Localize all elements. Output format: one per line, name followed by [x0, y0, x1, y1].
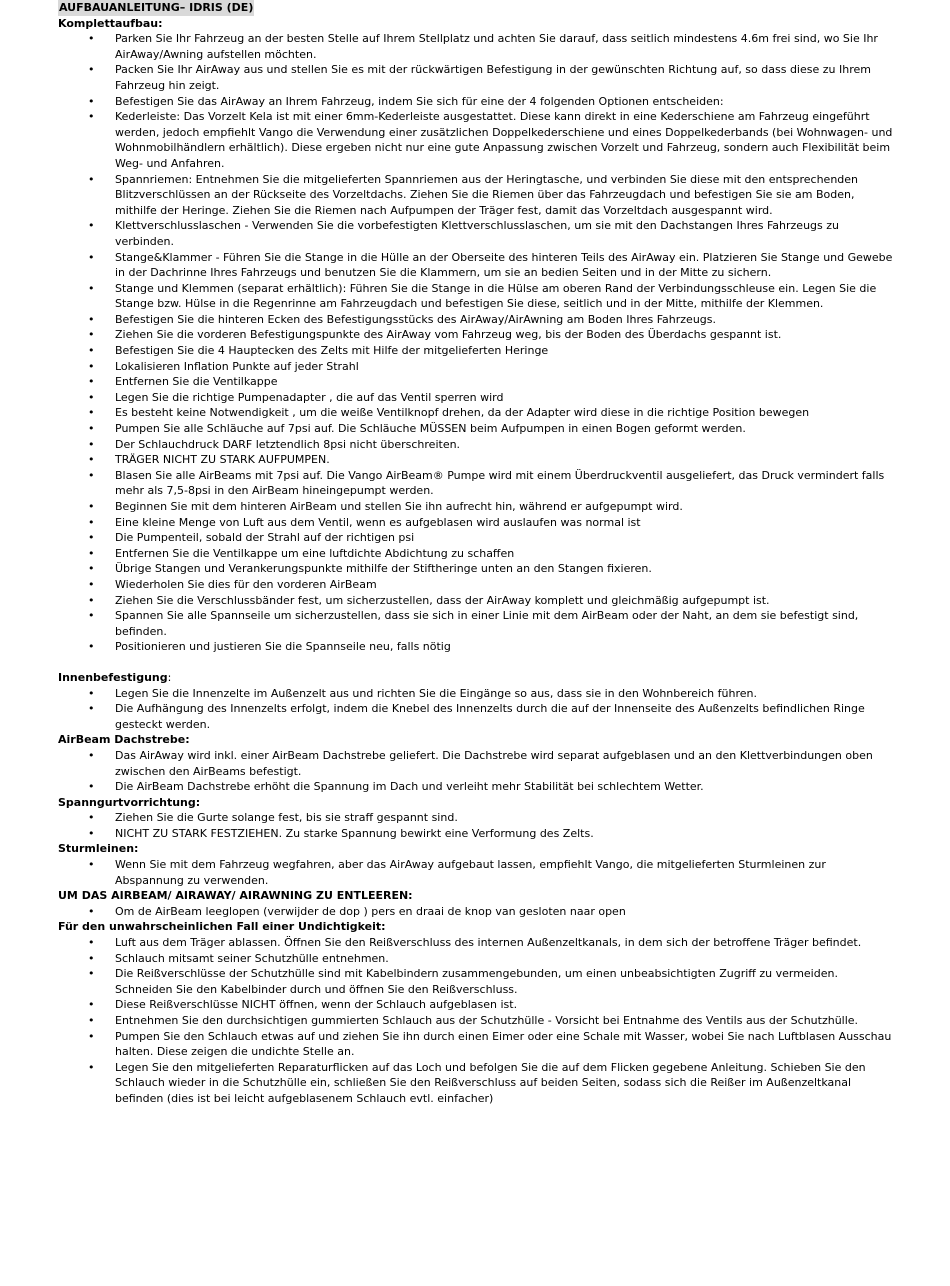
- section-heading-text: Komplettaufbau:: [58, 16, 163, 30]
- list-item: • Ziehen Sie die Gurte solange fest, bis sie straff gespannt sind.: [58, 810, 896, 826]
- list-item: • Ziehen Sie die vorderen Befestigungspunkte des AirAway vom Fahrzeug weg, bis der Boden des Überdachs gespannt ist.: [58, 327, 896, 343]
- section-heading: [58, 919, 896, 935]
- list-item: • Legen Sie die richtige Pumpenadapter , die auf das Ventil sperren wird: [58, 390, 896, 406]
- section-heading: [58, 16, 896, 32]
- list-item: • Stange und Klemmen (separat erhältlich): Führen Sie die Stange in die Hülse am oberen Rand der Verbindungsschleuse ein. Legen Sie die Stange bzw. Hülse in die Regenrinne am Fahrzeugdach und befestigen Sie diese, seitlich und in der Mitte, mithilfe der Klemmen.: [58, 281, 896, 312]
- instruction-list: [58, 31, 896, 655]
- list-item: • NICHT ZU STARK FESTZIEHEN. Zu starke Spannung bewirkt eine Verformung des Zelts.: [58, 826, 896, 842]
- list-item: • Wiederholen Sie dies für den vorderen AirBeam: [58, 577, 896, 593]
- list-item: • Luft aus dem Träger ablassen. Öffnen Sie den Reißverschluss des internen Außenzeltkanals, in dem sich der betroffene Träger befindet.: [58, 935, 896, 951]
- list-item: • Es besteht keine Notwendigkeit , um die weiße Ventilknopf drehen, da der Adapter wird diese in die richtige Position bewegen: [58, 405, 896, 421]
- section-heading-suffix: :: [167, 670, 172, 684]
- instruction-list: [58, 810, 896, 841]
- instruction-list: [58, 904, 896, 920]
- list-item: • Der Schlauchdruck DARF letztendlich 8psi nicht überschreiten.: [58, 437, 896, 453]
- document-page: [58, 0, 896, 1107]
- section-heading-text: Für den unwahrscheinlichen Fall einer Undichtigkeit:: [58, 920, 386, 934]
- list-item: • Übrige Stangen und Verankerungspunkte mithilfe der Stiftheringe unten an den Stangen fixieren.: [58, 561, 896, 577]
- section-heading: [58, 795, 896, 811]
- list-item: • Spannriemen: Entnehmen Sie die mitgelieferten Spannriemen aus der Heringtasche, und verbinden Sie diese mit den entsprechenden Blitzverschlüssen an der Rückseite des Vorzeltdachs. Ziehen Sie die Riemen über das Fahrzeugdach und befestigen Sie sie am Boden, mithilfe der Heringe. Ziehen Sie die Riemen nach Aufpumpen der Träger fest, damit das Vorzeltdach ausgespannt wird.: [58, 172, 896, 219]
- list-item: • Beginnen Sie mit dem hinteren AirBeam und stellen Sie ihn aufrecht hin, während er aufgepumpt wird.: [58, 499, 896, 515]
- document-title: AUFBAUANLEITUNG– IDRIS (DE): [59, 1, 254, 14]
- list-item: • Blasen Sie alle AirBeams mit 7psi auf. Die Vango AirBeam® Pumpe wird mit einem Überdruckventil ausgeliefert, das Druck vermindert falls mehr als 7,5-8psi in den AirBeam hineingepumpt werden.: [58, 468, 896, 499]
- instruction-list: [58, 748, 896, 795]
- list-item: • Ziehen Sie die Verschlussbänder fest, um sicherzustellen, dass der AirAway komplett und gleichmäßig aufgepumpt ist.: [58, 593, 896, 609]
- list-item: • Die Pumpenteil, sobald der Strahl auf der richtigen psi: [58, 530, 896, 546]
- list-item: • Packen Sie Ihr AirAway aus und stellen Sie es mit der rückwärtigen Befestigung in der gewünschten Richtung auf, so dass diese zu Ihrem Fahrzeug hin zeigt.: [58, 62, 896, 93]
- list-item: • Entnehmen Sie den durchsichtigen gummierten Schlauch aus der Schutzhülle - Vorsicht bei Entnahme des Ventils aus der Schutzhülle.: [58, 1013, 896, 1029]
- section-heading: [58, 841, 896, 857]
- list-item: • Wenn Sie mit dem Fahrzeug wegfahren, aber das AirAway aufgebaut lassen, empfiehlt Vango, die mitgelieferten Sturmleinen zur Abspannung zu verwenden.: [58, 857, 896, 888]
- list-item: • Eine kleine Menge von Luft aus dem Ventil, wenn es aufgeblasen wird auslaufen was normal ist: [58, 515, 896, 531]
- list-item: • Lokalisieren Inflation Punkte auf jeder Strahl: [58, 359, 896, 375]
- list-item: • Pumpen Sie alle Schläuche auf 7psi auf. Die Schläuche MÜSSEN beim Aufpumpen in einen Bogen geformt werden.: [58, 421, 896, 437]
- section-heading-text: Sturmleinen:: [58, 842, 139, 856]
- list-item: • Stange&Klammer - Führen Sie die Stange in die Hülle an der Oberseite des hinteren Teils des AirAway ein. Platzieren Sie Stange und Gewebe in der Dachrinne Ihres Fahrzeugs und benutzen Sie die Klammern, um sie an bedien Seiten und in der Mitte zu sichern.: [58, 250, 896, 281]
- section-spacer: [58, 655, 896, 670]
- list-item: • Entfernen Sie die Ventilkappe um eine luftdichte Abdichtung zu schaffen: [58, 546, 896, 562]
- list-item: • Klettverschlusslaschen - Verwenden Sie die vorbefestigten Klettverschlusslaschen, um sie mit den Dachstangen Ihres Fahrzeugs zu verbinden.: [58, 218, 896, 249]
- list-item: • Diese Reißverschlüsse NICHT öffnen, wenn der Schlauch aufgeblasen ist.: [58, 997, 896, 1013]
- list-item: • Spannen Sie alle Spannseile um sicherzustellen, dass sie sich in einer Linie mit dem AirBeam oder der Naht, an dem sie befestigt sind, befinden.: [58, 608, 896, 639]
- section-heading-text: Innenbefestigung: [58, 670, 168, 684]
- list-item: • Parken Sie Ihr Fahrzeug an der besten Stelle auf Ihrem Stellplatz und achten Sie darauf, dass seitlich mindestens 4.6m frei sind, wo Sie Ihr AirAway/Awning aufstellen möchten.: [58, 31, 896, 62]
- list-item: • Entfernen Sie die Ventilkappe: [58, 374, 896, 390]
- list-item: • Kederleiste: Das Vorzelt Kela ist mit einer 6mm-Kederleiste ausgestattet. Diese kann direkt in eine Kederschiene am Fahrzeug eingeführt werden, jedoch empfiehlt Vango die Verwendung einer zusätzlichen Doppelkederschiene und eines Doppelkederbands (bei Wohnwagen- und Wohnmobilhändlern erhältlich). Diese ergeben nicht nur eine gute Anpassung zwischen Vorzelt und Fahrzeug, sondern auch Flexibilität beim Weg- und Anfahren.: [58, 109, 896, 171]
- list-item: • Die Aufhängung des Innenzelts erfolgt, indem die Knebel des Innenzelts durch die auf der Innenseite des Außenzelts befindlichen Ringe gesteckt werden.: [58, 701, 896, 732]
- list-item: • Befestigen Sie das AirAway an Ihrem Fahrzeug, indem Sie sich für eine der 4 folgenden Optionen entscheiden:: [58, 94, 896, 110]
- section-heading: [58, 670, 896, 686]
- list-item: • Om de AirBeam leeglopen (verwijder de dop ) pers en draai de knop van gesloten naar open: [58, 904, 896, 920]
- section-heading: [58, 888, 896, 904]
- instruction-list: [58, 935, 896, 1107]
- section-heading-text: AirBeam Dachstrebe:: [58, 733, 190, 747]
- list-item: • TRÄGER NICHT ZU STARK AUFPUMPEN.: [58, 452, 896, 468]
- list-item: • Befestigen Sie die hinteren Ecken des Befestigungsstücks des AirAway/AirAwning am Boden Ihres Fahrzeugs.: [58, 312, 896, 328]
- list-item: • Die Reißverschlüsse der Schutzhülle sind mit Kabelbindern zusammengebunden, um einen unbeabsichtigten Zugriff zu vermeiden. Schneiden Sie den Kabelbinder durch und öffnen Sie den Reißverschluss.: [58, 966, 896, 997]
- section-heading-text: UM DAS AIRBEAM/ AIRAWAY/ AIRAWNING ZU ENTLEEREN:: [58, 889, 413, 903]
- list-item: • Schlauch mitsamt seiner Schutzhülle entnehmen.: [58, 951, 896, 967]
- section-heading: [58, 732, 896, 748]
- list-item: • Die AirBeam Dachstrebe erhöht die Spannung im Dach und verleiht mehr Stabilität bei schlechtem Wetter.: [58, 779, 896, 795]
- list-item: • Legen Sie den mitgelieferten Reparaturflicken auf das Loch und befolgen Sie die auf dem Flicken gegebene Anleitung. Schieben Sie den Schlauch wieder in die Schutzhülle ein, schließen Sie den Reißverschluss auf beiden Seiten, sodass sich die Reißer im Außenzeltkanal befinden (dies ist bei leicht aufgeblasenem Schlauch evtl. einfacher): [58, 1060, 896, 1107]
- instruction-list: [58, 686, 896, 733]
- list-item: • Befestigen Sie die 4 Hauptecken des Zelts mit Hilfe der mitgelieferten Heringe: [58, 343, 896, 359]
- list-item: • Das AirAway wird inkl. einer AirBeam Dachstrebe geliefert. Die Dachstrebe wird separat aufgeblasen und an den Klettverbindungen oben zwischen den AirBeams befestigt.: [58, 748, 896, 779]
- sections-container: [58, 16, 896, 1107]
- list-item: • Legen Sie die Innenzelte im Außenzelt aus und richten Sie die Eingänge so aus, dass sie in den Wohnbereich führen.: [58, 686, 896, 702]
- instruction-list: [58, 857, 896, 888]
- list-item: • Pumpen Sie den Schlauch etwas auf und ziehen Sie ihn durch einen Eimer oder eine Schale mit Wasser, wobei Sie nach Luftblasen Ausschau halten. Diese zeigen die undichte Stelle an.: [58, 1029, 896, 1060]
- section-heading-text: Spanngurtvorrichtung:: [58, 795, 201, 809]
- list-item: • Positionieren und justieren Sie die Spannseile neu, falls nötig: [58, 639, 896, 655]
